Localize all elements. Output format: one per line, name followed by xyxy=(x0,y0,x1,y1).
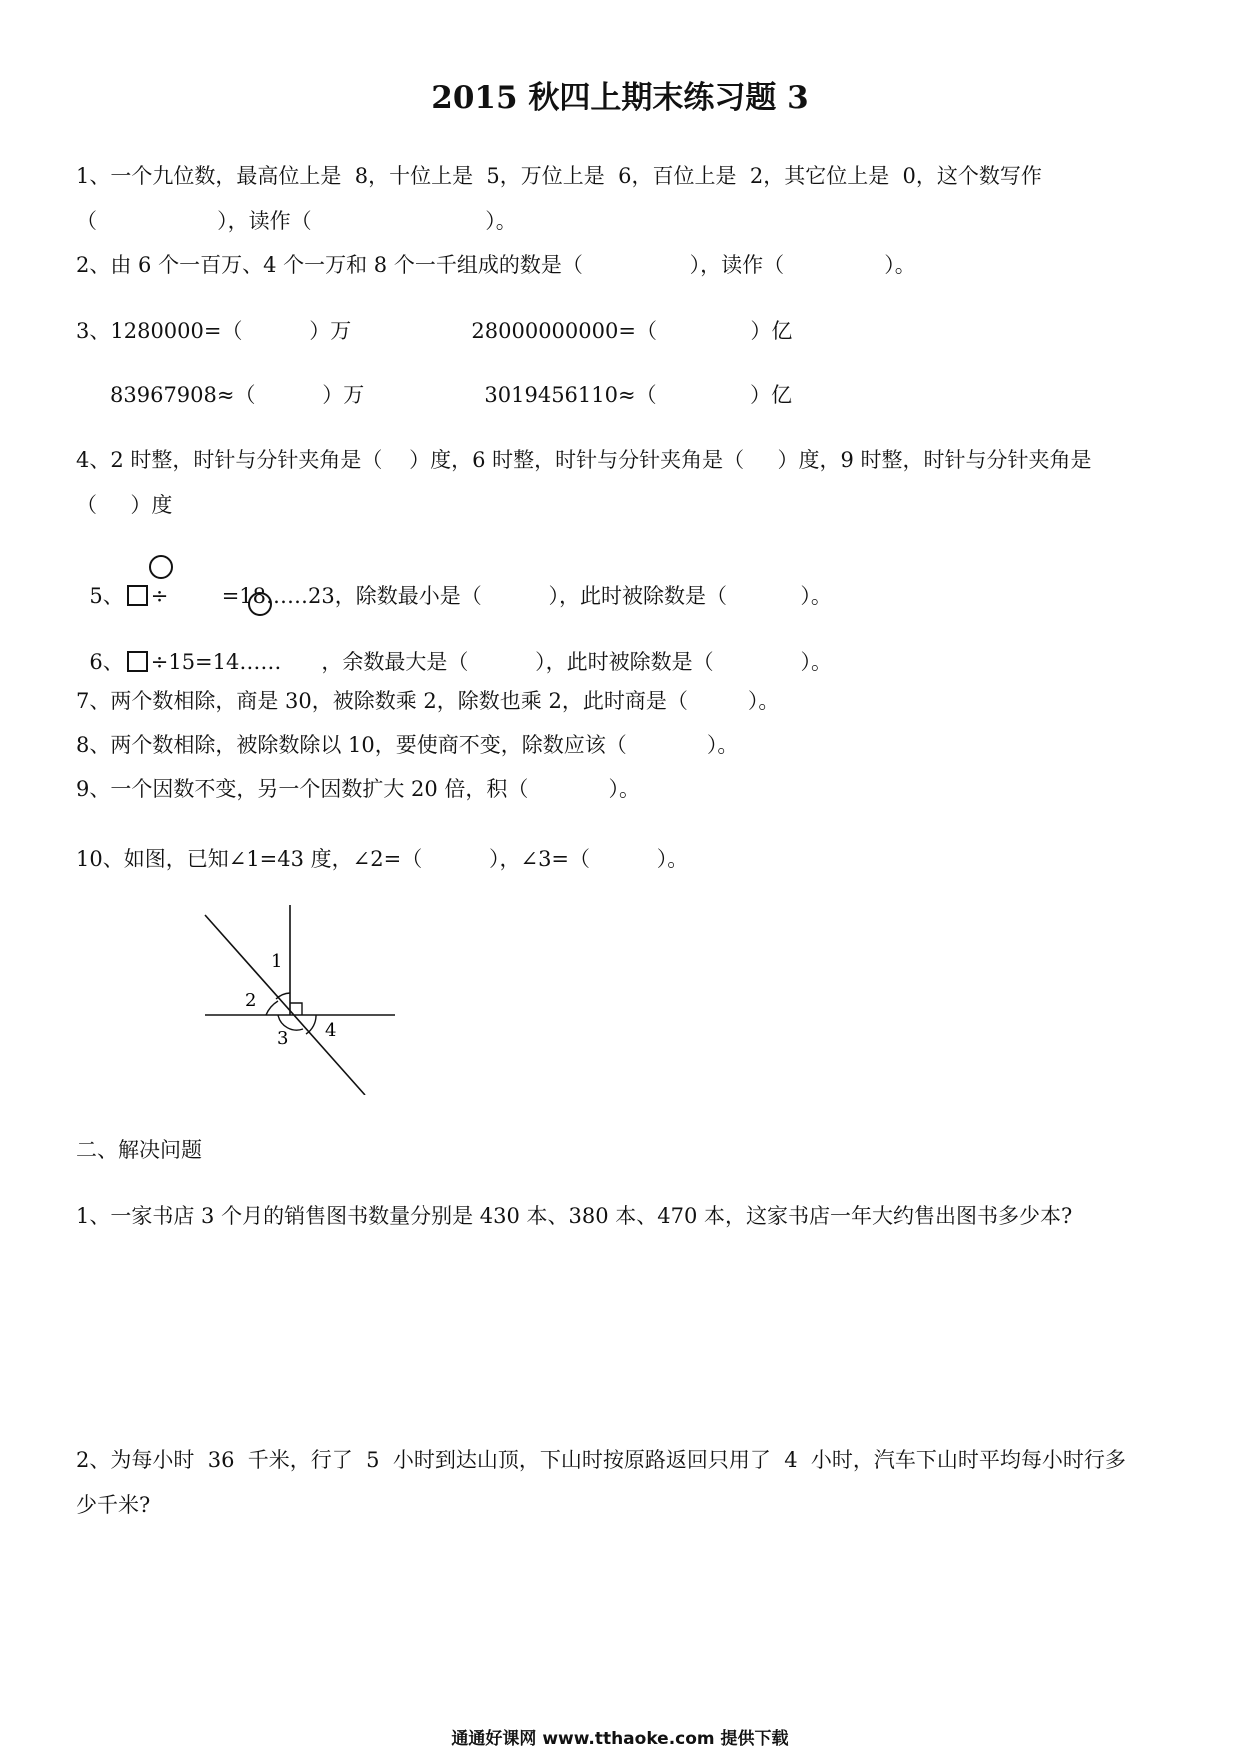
question-2: 2、由 6 个一百万、4 个一万和 8 个一千组成的数是（ ），读作（ ）。 xyxy=(76,253,916,277)
question-4-line-1: 4、2 时整，时针与分针夹角是（ ）度，6 时整，时针与分针夹角是（ ）度，9 时整，时针与分针夹角是 xyxy=(76,448,1092,472)
question-6-text: ÷15=14…… ，余数最大是（ ），此时被除数是（ ）。 xyxy=(150,650,832,674)
footer-credit: 通通好课网 www.tthaoke.com 提供下载 xyxy=(451,1729,789,1749)
angle-label-3: 3 xyxy=(277,1028,289,1049)
section-2-heading: 二、解决问题 xyxy=(76,1138,202,1162)
question-6 xyxy=(76,623,832,675)
angle-label-1: 1 xyxy=(271,951,283,972)
question-9: 9、一个因数不变，另一个因数扩大 20 倍，积（ ）。 xyxy=(76,777,641,801)
blank-square-icon xyxy=(127,651,148,672)
angle-label-4: 4 xyxy=(325,1020,337,1041)
division-sign: ÷ xyxy=(150,584,169,608)
question-3-line-2: 83967908≈（ ）万 3019456110≈（ ）亿 xyxy=(110,383,793,407)
question-5-number: 5、 xyxy=(89,584,124,608)
angle-1-arc xyxy=(276,993,290,999)
question-3-line-1: 3、1280000=（ ）万 28000000000=（ ）亿 xyxy=(76,319,793,343)
problem-1: 1、一家书店 3 个月的销售图书数量分别是 430 本、380 本、470 本，这家书店一年大约售出图书多少本? xyxy=(76,1204,1073,1228)
question-5-text: =18……23，除数最小是（ ），此时被除数是（ ）。 xyxy=(208,584,832,608)
worksheet-title: 2015 秋四上期末练习题 3 xyxy=(431,80,809,116)
question-10: 10、如图，已知∠1=43 度，∠2=（ ），∠3=（ ）。 xyxy=(76,847,689,871)
question-6-number: 6、 xyxy=(89,650,124,674)
angle-label-2: 2 xyxy=(245,990,257,1011)
question-7: 7、两个数相除，商是 30，被除数乘 2，除数也乘 2，此时商是（ ）。 xyxy=(76,689,780,713)
question-1-line-2: （ ），读作（ ）。 xyxy=(76,209,517,233)
problem-2-line-2: 少千米? xyxy=(76,1493,151,1517)
question-8: 8、两个数相除，被除数除以 10，要使商不变，除数应该（ ）。 xyxy=(76,733,739,757)
angle-figure xyxy=(190,895,410,1095)
diagonal-line xyxy=(205,915,365,1095)
blank-circle-icon xyxy=(149,555,173,579)
blank-circle-icon xyxy=(248,592,272,616)
angle-2-arc xyxy=(266,1001,278,1015)
blank-square-icon xyxy=(127,585,148,606)
question-1-line-1: 1、一个九位数，最高位上是 8，十位上是 5，万位上是 6，百位上是 2，其它位上是 0，这个数写作 xyxy=(76,164,1042,188)
problem-2-line-1: 2、为每小时 36 千米，行了 5 小时到达山顶，下山时按原路返回只用了 4 小时，汽车下山时平均每小时行多 xyxy=(76,1448,1126,1472)
question-4-line-2: （ ）度 xyxy=(76,493,173,517)
question-5 xyxy=(76,557,832,609)
